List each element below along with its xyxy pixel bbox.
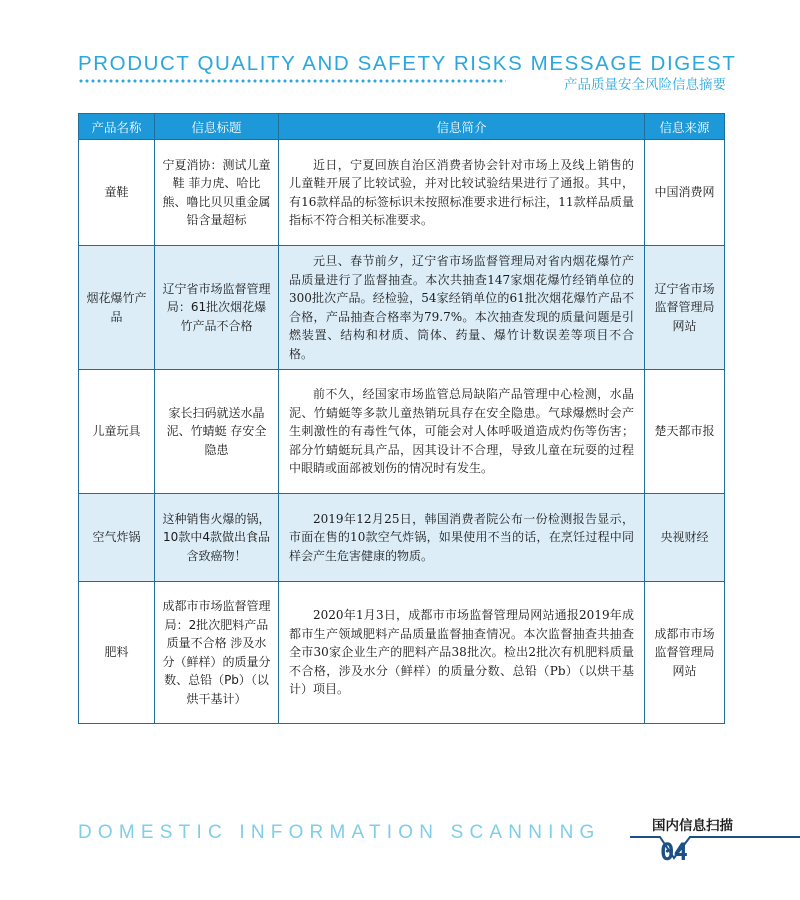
cell-title: 辽宁省市场监督管理局：61批次烟花爆竹产品不合格 [155, 246, 279, 370]
cell-source: 中国消费网 [645, 140, 725, 246]
header-title-cn: 产品质量安全风险信息摘要 [564, 77, 726, 93]
cell-title: 宁夏消协：测试儿童鞋 菲力虎、哈比熊、噜比贝贝重金属铅含量超标 [155, 140, 279, 246]
table-row [79, 140, 725, 246]
cell-summary: 元旦、春节前夕，辽宁省市场监督管理局对省内烟花爆竹产品质量进行了监督抽查。本次共抽查147家烟花爆竹经销单位的300批次产品。经检验，54家经销单位的61批次烟花爆竹产品不合格，产品抽查合格率为79.7%。本次抽查发现的质量问题是引燃装置、结构和材质、筒体、药量、爆竹计数误差等项目不合格。 [279, 246, 645, 370]
cell-source: 辽宁省市场监督管理局网站 [645, 246, 725, 370]
footer-title-en: DOMESTIC INFORMATION SCANNING [78, 822, 601, 843]
cell-product: 空气炸锅 [79, 494, 155, 582]
table-row [79, 494, 725, 582]
cell-product: 烟花爆竹产品 [79, 246, 155, 370]
table-row [79, 582, 725, 724]
table-row [79, 246, 725, 370]
header-title-en: PRODUCT QUALITY AND SAFETY RISKS MESSAGE DIGEST [78, 52, 737, 75]
header-dotted-rule [78, 79, 506, 83]
cell-source: 央视财经 [645, 494, 725, 582]
info-table [78, 113, 725, 724]
table-row [79, 370, 725, 494]
cell-summary: 近日，宁夏回族自治区消费者协会针对市场上及线上销售的儿童鞋开展了比较试验，并对比较试验结果进行了通报。其中，有16款样品的标签标识未按照标准要求进行标注，11款样品质量指标不符合相关标准要求。 [279, 140, 645, 246]
cell-summary: 2019年12月25日，韩国消费者院公布一份检测报告显示，市面在售的10款空气炸锅，如果使用不当的话，在烹饪过程中同样会产生危害健康的物质。 [279, 494, 645, 582]
column-header-title: 信息标题 [155, 114, 279, 140]
cell-title: 成都市市场监督管理局：2批次肥料产品质量不合格 涉及水分（鲜样）的质量分数、总铅（Pb）（以烘干基计） [155, 582, 279, 724]
cell-summary: 2020年1月3日，成都市市场监督管理局网站通报2019年成都市生产领域肥料产品质量监督抽查情况。本次监督抽查共抽查全市30家企业生产的肥料产品38批次。检出2批次有机肥料质量不合格，涉及水分（鲜样）的质量分数、总铅（Pb）（以烘干基计）项目。 [279, 582, 645, 724]
cell-source: 成都市市场监督管理局网站 [645, 582, 725, 724]
cell-product: 肥料 [79, 582, 155, 724]
cell-summary: 前不久，经国家市场监管总局缺陷产品管理中心检测，水晶泥、竹蜻蜓等多款儿童热销玩具存在安全隐患。气球爆燃时会产生刺激性的有毒性气体，可能会对人体呼吸道造成灼伤等伤害；部分竹蜻蜓玩具产品，因其设计不合理，导致儿童在玩耍的过程中眼睛或面部被划伤的情况时有发生。 [279, 370, 645, 494]
footer-section-label: 国内信息扫描 [652, 818, 733, 834]
column-header-product: 产品名称 [79, 114, 155, 140]
column-header-source: 信息来源 [645, 114, 725, 140]
cell-title: 这种销售火爆的锅，10款中4款做出食品含致癌物！ [155, 494, 279, 582]
cell-title: 家长扫码就送水晶泥、竹蜻蜓 存安全隐患 [155, 370, 279, 494]
column-header-summary: 信息简介 [279, 114, 645, 140]
cell-product: 童鞋 [79, 140, 155, 246]
cell-source: 楚天都市报 [645, 370, 725, 494]
cell-product: 儿童玩具 [79, 370, 155, 494]
table-header-row [79, 114, 725, 140]
page-number: 04 [660, 838, 687, 866]
